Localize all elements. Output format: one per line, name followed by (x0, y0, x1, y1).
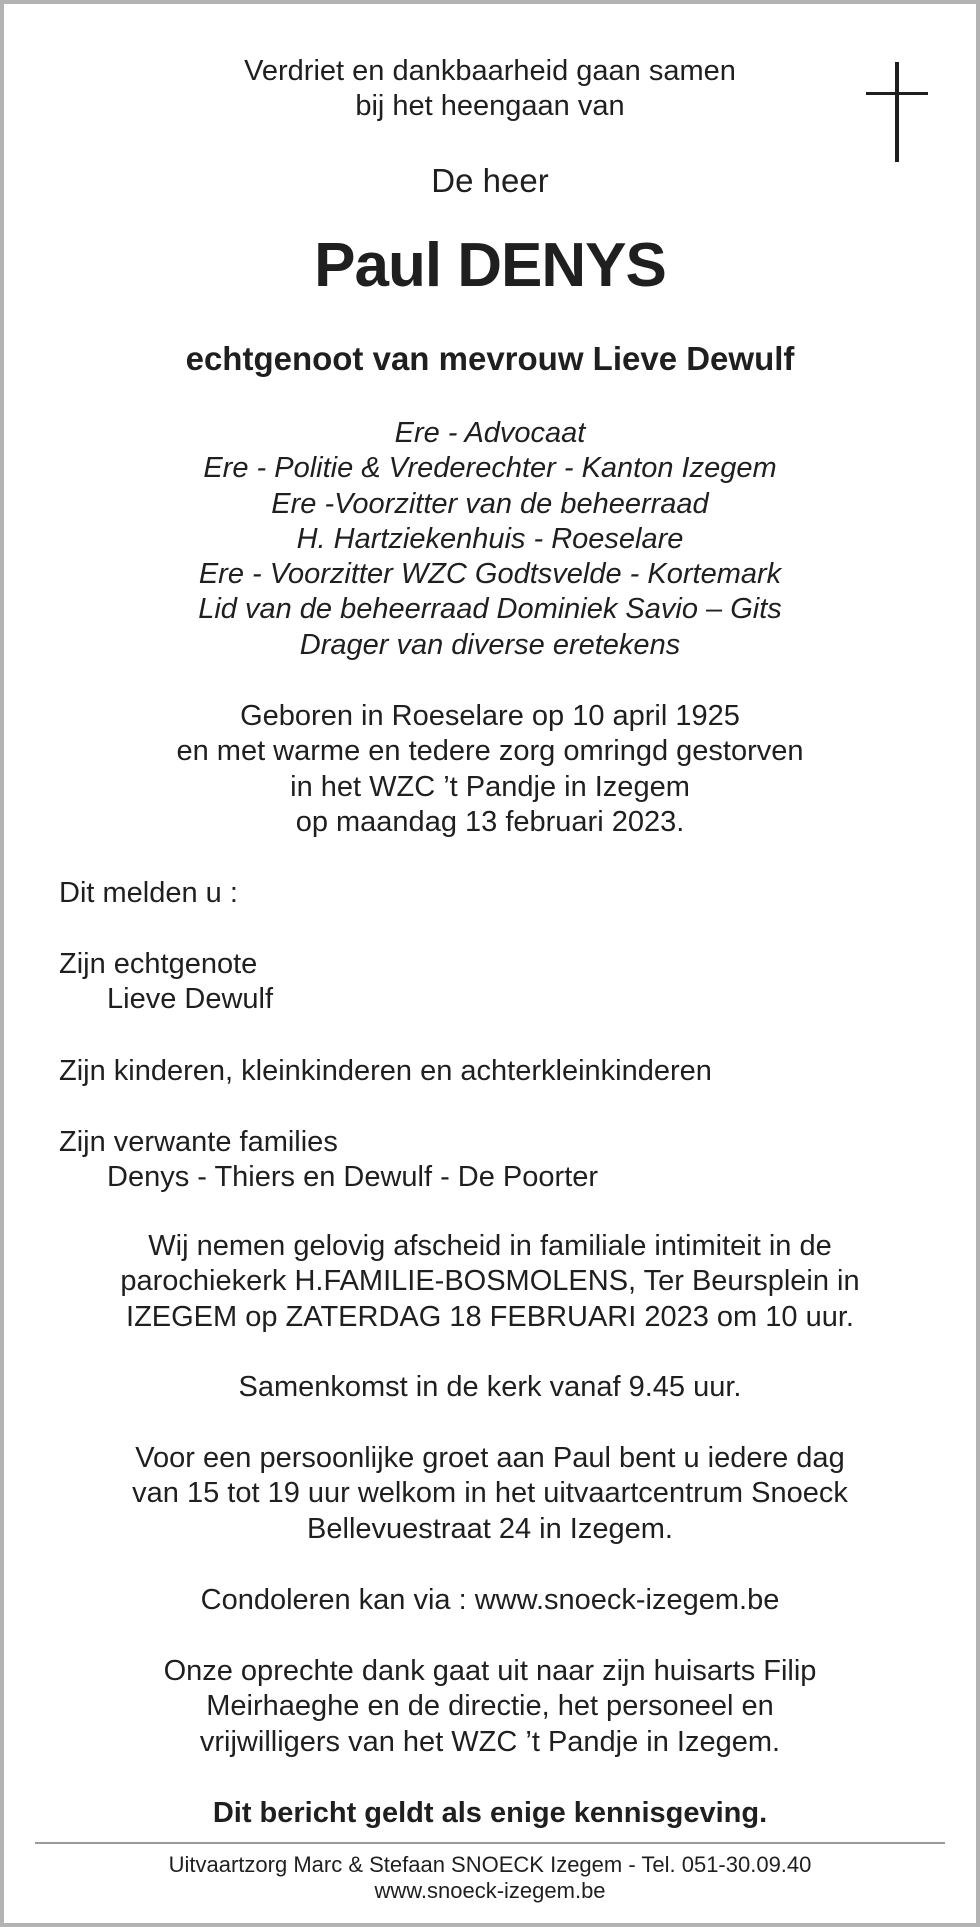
funeral-line: IZEGEM op ZATERDAG 18 FEBRUARI 2023 om 10 uur. (126, 1300, 854, 1333)
footer-website: www.snoeck-izegem.be (374, 1878, 606, 1903)
family-spouse (59, 947, 273, 1017)
notice-statement: Dit bericht geldt als enige kennisgeving. (212, 1797, 768, 1829)
birth-line: en met warme en tedere zorg omringd gestorven (176, 735, 804, 768)
spouse-line: echtgenoot van mevrouw Lieve Dewulf (185, 340, 795, 377)
spouse-name: Lieve Dewulf (107, 983, 274, 1015)
intro-line: bij het heengaan van (355, 90, 625, 122)
condolence-info: Condoleren kan via : www.snoeck-izegem.be (200, 1584, 780, 1616)
visit-line: van 15 tot 19 uur welkom in het uitvaartcentrum Snoeck (132, 1477, 848, 1510)
title-line: Drager van diverse eretekens (299, 628, 681, 661)
family-children: Zijn kinderen, kleinkinderen en achterkleinkinderen (59, 1055, 712, 1087)
birth-line: in het WZC ’t Pandje in Izegem (290, 770, 690, 803)
relatives-label: Zijn verwante families (59, 1126, 338, 1158)
title-line: Ere -Voorzitter van de beheerraad (271, 487, 709, 520)
funeral-details (4, 1229, 976, 1335)
title-line: Ere - Advocaat (394, 417, 586, 449)
announcement-label: Dit melden u : (59, 877, 238, 909)
intro-text (4, 54, 976, 124)
birth-death-details (4, 699, 976, 840)
spouse-label: Zijn echtgenote (59, 948, 258, 980)
relatives-names: Denys - Thiers en Dewulf - De Poorter (107, 1161, 599, 1193)
visitation-details (4, 1441, 976, 1547)
thanks-line: Onze oprechte dank gaat uit naar zijn huisarts Filip (163, 1655, 817, 1687)
footer-divider (35, 1842, 945, 1844)
salutation: De heer (431, 162, 549, 199)
intro-line: Verdriet en dankbaarheid gaan samen (244, 55, 736, 87)
footer (4, 1852, 976, 1904)
honorary-titles (4, 416, 976, 663)
gathering-time: Samenkomst in de kerk vanaf 9.45 uur. (238, 1371, 742, 1403)
deceased-name: Paul DENYS (314, 231, 666, 300)
title-line: Ere - Politie & Vrederechter - Kanton Izegem (203, 452, 777, 485)
birth-line: Geboren in Roeselare op 10 april 1925 (240, 700, 740, 732)
thanks-line: Meirhaeghe en de directie, het personeel en (206, 1690, 774, 1723)
title-line: Lid van de beheerraad Dominiek Savio – Gits (198, 593, 782, 626)
family-relatives (59, 1125, 598, 1195)
title-line: H. Hartziekenhuis - Roeselare (296, 522, 684, 555)
title-line: Ere - Voorzitter WZC Godtsvelde - Kortemark (198, 558, 782, 591)
funeral-line: parochiekerk H.FAMILIE-BOSMOLENS, Ter Beursplein in (120, 1265, 860, 1298)
birth-line: op maandag 13 februari 2023. (295, 805, 685, 838)
visit-line: Bellevuestraat 24 in Izegem. (307, 1512, 673, 1545)
funeral-line: Wij nemen gelovig afscheid in familiale intimiteit in de (148, 1230, 832, 1262)
visit-line: Voor een persoonlijke groet aan Paul bent u iedere dag (135, 1442, 845, 1474)
footer-company: Uitvaartzorg Marc & Stefaan SNOECK Izegem - Tel. 051-30.09.40 (168, 1852, 812, 1877)
thanks-message (4, 1654, 976, 1760)
thanks-line: vrijwilligers van het WZC ’t Pandje in Izegem. (199, 1725, 781, 1758)
